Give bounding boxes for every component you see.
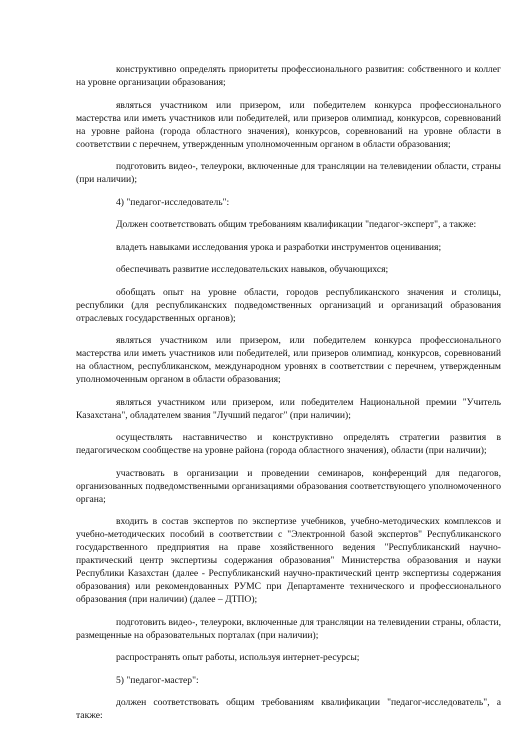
paragraph: входить в состав экспертов по экспертизе учебников, учебно-методических комплексов и учебно-методических пособий в соответствии с "Электронной базой экспертов" Республиканского государственного предприятия на праве хозяйственного ведения "Республиканский научно-практический центр экспертизы содержания образования" Министерства образования и науки Республики Казахстан (далее - Республиканский научно-практический центр экспертизы содержания образования) или рекомендованных РУМС при Департаменте технического и профессионального образования (при наличии) (далее – ДТПО); [76,516,501,605]
paragraph: должен соответствовать общим требованиям квалификации "педагог-исследователь", а также: [76,697,501,721]
paragraph: владеть навыками исследования урока и разработки инструментов оценивания; [116,241,442,253]
paragraph: являться участником или призером, или победителем конкурса профессионального мастерства или иметь участников или победителей, или призеров олимпиад, конкурсов, соревнований на уровне района (города областного значения), конкурсов, соревнований на уровне области в соответствии с перечнем, утвержденным уполномоченным органом в области образования; [76,99,501,150]
paragraph: конструктивно определять приоритеты профессионального развития: собственного и коллег на уровне организации образования; [76,64,501,88]
section-heading-5: 5) "педагог-мастер": [116,674,199,686]
paragraph: подготовить видео-, телеуроки, включенные для трансляции на телевидении области, страны (при наличии); [76,161,501,185]
paragraph: участвовать в организации и проведении семинаров, конференций для педагогов, организованных подведомственными организациями образования соответствующего уполномоченного органа; [76,467,501,505]
paragraph: обобщать опыт на уровне области, городов республиканского значения и столицы, республики (для республиканских подведомственных организаций и организаций образования отраслевых государственных органов); [76,286,501,324]
section-heading-4: 4) "педагог-исследователь": [116,196,230,208]
paragraph: подготовить видео-, телеуроки, включенные для трансляции на телевидении страны, области, размещенные на образовательных порталах (при наличии); [76,616,501,641]
document-page [76,63,501,732]
paragraph: распространять опыт работы, используя интернет-ресурсы; [116,652,360,663]
paragraph: Должен соответствовать общим требованиям квалификации "педагог-эксперт", а также: [116,219,477,230]
paragraph: являться участником или призером, или победителем Национальной премии "Учитель Казахстана", обладателем звания "Лучший педагог" (при наличии); [76,396,501,421]
paragraph: осуществлять наставничество и конструктивно определять стратегии развития в педагогическом сообществе на уровне района (города областного значения), области (при наличии); [76,432,501,456]
paragraph: являться участником или призером, или победителем конкурса профессионального мастерства или иметь участников или победителей, или призеров олимпиад, конкурсов, соревнований на областном, республиканском, международном уровнях в соответствии с перечнем, утвержденным уполномоченным органом в области образования; [76,335,501,385]
paragraph: обеспечивать развитие исследовательских навыков, обучающихся; [116,264,389,275]
